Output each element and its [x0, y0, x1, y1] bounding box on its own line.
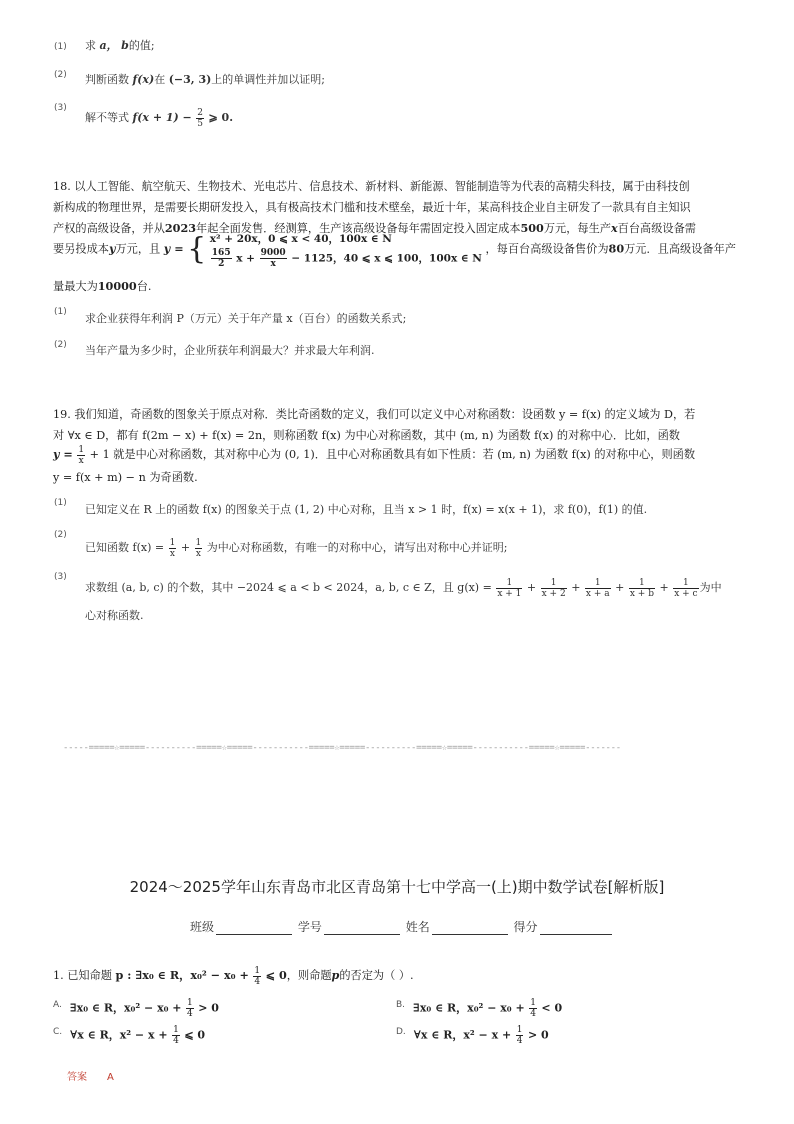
q17-part2-number: (2)	[54, 70, 67, 80]
q17-part3-text	[85, 104, 233, 132]
q19-part3-frac1-den: x + 1	[497, 588, 522, 599]
q1-option-a-den: 4	[187, 1009, 193, 1019]
q1-option-d-post: > 0	[527, 1028, 549, 1042]
q1-option-c-frac	[172, 1025, 180, 1046]
q1-option-d-frac	[516, 1025, 524, 1046]
q19-part3-frac5-den: x + c	[674, 588, 698, 599]
q17-part1-var-b: b	[121, 39, 129, 52]
q18-piece2-tail: − 1125，40 ⩽ x ⩽ 100，100x ∈ N	[291, 252, 482, 265]
q18-piece2-n1: 165	[211, 248, 231, 258]
q19-part2-frac2-den: x	[195, 548, 201, 559]
q19-part3-frac5	[673, 578, 698, 599]
q19-part2-plus: +	[180, 541, 191, 554]
q19-part2-frac1	[169, 538, 177, 559]
q17-part1-var-a: a，	[99, 39, 118, 52]
q1-option-d-pre: ∀x ∈ R，x² − x +	[413, 1028, 512, 1042]
q17-part3-lead: 解不等式	[85, 111, 129, 124]
q18-left-brace: {	[187, 231, 207, 267]
q19-line3-frac-den: x	[78, 455, 84, 466]
name-field[interactable]	[432, 922, 508, 935]
q1-option-c-num: 1	[173, 1025, 179, 1035]
q19-part3-frac4-num: 1	[629, 578, 655, 589]
q18-part2-text: 当年产量为多少时，企业所获年利润最大？并求最大年利润.	[85, 344, 375, 357]
q1-prop-tail: ⩽ 0	[265, 968, 287, 982]
q17-part2-lead: 判断函数	[85, 73, 129, 86]
q18-line5	[53, 276, 151, 297]
q19-part2-frac2	[195, 538, 203, 559]
q1-option-a-num: 1	[187, 998, 193, 1008]
q1-option-a-frac	[186, 998, 194, 1019]
q17-part1-lead: 求	[85, 39, 96, 52]
class-label: 班级	[190, 920, 215, 934]
q19-part3-frac3-den: x + a	[585, 588, 610, 599]
q19-part2-text	[85, 534, 507, 562]
q19-part3-frac2-den: x + 2	[541, 588, 566, 599]
q19-part2-tail: 为中心对称函数，有唯一的对称中心，请写出对称中心并证明;	[206, 541, 508, 554]
q1-frac-num: 1	[254, 965, 261, 976]
q18-piece2-frac1	[211, 248, 232, 269]
q19-part2-frac1-den: x	[169, 548, 175, 559]
class-field[interactable]	[216, 922, 292, 935]
q18-year: 2023	[164, 221, 197, 235]
q17-part1-text	[85, 38, 155, 54]
q1-option-a[interactable]	[53, 998, 219, 1019]
q18-piece2	[210, 248, 482, 269]
q19-line3-y: y =	[53, 447, 73, 461]
q18-piece2-d1: 2	[218, 259, 225, 269]
q18-var-y: y	[108, 241, 116, 256]
q18-line5b: 台.	[136, 280, 152, 293]
number-field[interactable]	[324, 922, 400, 935]
section-divider: -----=====☆=====----------=====☆=====-----------=====☆=====----------=====☆=====-----------=====☆=====-------	[63, 743, 621, 753]
q17-part3-tail: ⩾ 0.	[208, 111, 234, 124]
q19-part1-text: 已知定义在 R 上的函数 f(x) 的图象关于点 (1, 2) 中心对称，且当 x > 1 时，f(x) = x(x + 1)，求 f(0)，f(1) 的值.	[85, 503, 648, 516]
q17-part2-interval: (−3, 3)	[168, 73, 212, 86]
q18-max: 10000	[97, 279, 137, 293]
q1-option-d-den: 4	[516, 1036, 523, 1046]
q17-part1-number: (1)	[54, 42, 67, 52]
student-info-line	[190, 918, 614, 935]
q18-y-equals: y =	[163, 241, 184, 256]
q19-line3-tail: + 1 就是中心对称函数，其对称中心为 (0, 1)．且中心对称函数具有如下性质：若 (m, n) 为函数 f(x) 的对称中心，则函数	[89, 448, 696, 461]
q19-line1: 19. 我们知道，奇函数的图象关于原点对称．类比奇函数的定义，我们可以定义中心对称函数：设函数 y = f(x) 的定义域为 D，若	[53, 408, 696, 421]
q19-part3-frac4	[629, 578, 655, 599]
q1-stem	[53, 962, 414, 989]
q18-cost: 500	[520, 221, 544, 235]
q19-part3-frac3	[585, 578, 611, 599]
q1-option-c[interactable]	[53, 1025, 205, 1046]
q18-line3d: 百台高级设备需	[617, 222, 696, 235]
q18-line1: 18. 以人工智能、航空航天、生物技术、光电芯片、信息技术、新材料、新能源、智能制造等为代表的高精尖科技，属于由科技创	[53, 180, 690, 193]
q17-part2-zai: 在	[154, 73, 166, 86]
answer-label: 答案	[67, 1072, 87, 1083]
q1-option-a-pre: ∃x₀ ∈ R，x₀² − x₀ +	[69, 1001, 182, 1015]
q19-part3-frac5-num: 1	[673, 578, 698, 589]
q18-piecewise-line	[53, 230, 753, 269]
q18-piecewise	[210, 230, 482, 269]
q19-line3-frac	[77, 445, 85, 466]
q1-proposition: p : ∃x₀ ∈ R，x₀² − x₀ +	[115, 968, 249, 982]
q1-lead: 1. 已知命题	[53, 969, 112, 982]
q18-line3b: 年起全面发售．经测算，生产该高级设备每年需固定投入固定成本	[196, 222, 521, 235]
answer-line	[67, 1068, 114, 1083]
q18-line4c: ，每百台高级设备售价为	[485, 242, 609, 256]
name-label: 姓名	[405, 920, 430, 934]
q1-option-d-label: D.	[396, 1026, 406, 1037]
q17-part2-fx: f(x)	[132, 73, 155, 86]
q17-part2-tail: 上的单调性并加以证明;	[211, 73, 326, 86]
q18-part2-number: (2)	[54, 340, 67, 350]
q18-price: 80	[608, 241, 625, 256]
q19-part3-frac4-den: x + b	[629, 588, 654, 599]
q19-part3-frac2	[541, 578, 567, 599]
q17-part3-frac-den: 5	[197, 118, 204, 129]
q19-stem	[53, 404, 753, 446]
q19-line4: y = f(x + m) − n 为奇函数.	[53, 471, 198, 484]
q19-part3-frac1	[496, 578, 522, 599]
q1-p: p	[331, 968, 340, 982]
q18-piece2-d2: x	[270, 259, 276, 269]
q1-mid: ，则命题	[286, 969, 332, 982]
q19-part2-number: (2)	[54, 530, 67, 540]
q1-option-c-den: 4	[173, 1036, 179, 1046]
q18-part1-number: (1)	[54, 307, 67, 317]
q1-option-c-post: ⩽ 0	[184, 1028, 206, 1042]
q19-part2-frac1-num: 1	[169, 537, 176, 548]
q1-option-b-label: B.	[396, 999, 406, 1010]
q19-part3-tail: 为中	[699, 581, 722, 594]
q17-part3-expr: f(x + 1) −	[132, 111, 192, 124]
q1-tail: 的否定为（ ）.	[339, 969, 414, 982]
q1-option-b-post: < 0	[541, 1001, 563, 1015]
q1-option-b-num: 1	[530, 998, 536, 1008]
q17-part3-fraction	[196, 108, 204, 129]
score-label: 得分	[513, 920, 538, 934]
q1-option-d[interactable]	[396, 1025, 549, 1046]
q1-option-c-pre: ∀x ∈ R，x² − x +	[70, 1028, 168, 1042]
q18-piece2-frac2	[260, 248, 287, 269]
q18-piece1: x² + 20x，0 ⩽ x < 40，100x ∈ N	[209, 233, 392, 245]
q17-part3-frac-num: 2	[197, 107, 204, 118]
q1-option-a-label: A.	[53, 999, 62, 1010]
q18-line3a: 产权的高级设备，并从	[53, 222, 165, 235]
number-label: 学号	[297, 920, 322, 934]
q18-line3c: 万元，每生产	[543, 222, 611, 235]
q1-frac	[253, 966, 261, 987]
q19-line3	[53, 442, 753, 467]
q1-option-d-num: 1	[516, 1025, 523, 1035]
score-field[interactable]	[540, 922, 612, 935]
q17-part2-text	[85, 72, 325, 88]
q17-part3-number: (3)	[54, 103, 67, 113]
q19-part3-frac1-num: 1	[496, 578, 522, 589]
q19-part3-text: 求数组 (a, b, c) 的个数，其中 −2024 ⩽ a < b < 2024，a, b, c ∈ Z，且 g(x) = $\frac{1}{x + 1}$ + $\frac{1}{x + 2}$ + $\frac{1}{x + a}$ + $\frac{1}{x + b}$ + $\frac{1}{x + c}$ 为中 心对称函数.	[85, 574, 745, 630]
q19-part3-tail2: 心对称函数.	[85, 609, 144, 622]
answer-value: A	[107, 1072, 114, 1083]
q18-piece2-n2: 9000	[260, 248, 286, 258]
q1-option-b[interactable]	[396, 998, 562, 1019]
q18-line4b: 万元，且	[115, 242, 161, 256]
q19-part3-frac3-num: 1	[585, 578, 611, 589]
q1-option-b-den: 4	[530, 1009, 536, 1019]
q1-option-a-post: > 0	[198, 1001, 219, 1015]
q17-part1-tail: 的值;	[128, 39, 155, 52]
q18-line4a: 要另投成本	[53, 242, 109, 256]
q18-piece2-mid: x +	[236, 252, 255, 265]
q18-line2: 新构成的物理世界，是需要长期研发投入，具有极高技术门槛和技术壁垒，最近十年，某高科技企业自主研发了一款具有自主知识	[53, 201, 691, 214]
q19-part3-lead: 求数组 (a, b, c) 的个数，其中 −2024 ⩽ a < b < 2024，a, b, c ∈ Z，且 g(x) =	[85, 581, 492, 594]
q19-part3-number: (3)	[54, 572, 67, 582]
q18-var-x: x	[610, 221, 618, 235]
q19-part1-number: (1)	[54, 498, 67, 508]
q1-option-c-label: C.	[53, 1026, 63, 1037]
q18-part1-text: 求企业获得年利润 P（万元）关于年产量 x（百台）的函数关系式;	[85, 312, 407, 325]
q1-frac-den: 4	[254, 976, 261, 987]
q1-option-b-frac	[529, 998, 537, 1019]
q19-part2-lead: 已知函数 f(x) =	[85, 541, 165, 554]
exam-title: 2024～2025学年山东青岛市北区青岛第十七中学高一(上)期中数学试卷[解析版]	[129, 878, 665, 896]
q19-line3-frac-num: 1	[78, 444, 85, 455]
q19-line2: 对 ∀x ∈ D，都有 f(2m − x) + f(x) = 2n，则称函数 f(x) 为中心对称函数，其中 (m, n) 为函数 f(x) 的对称中心．比如，函数	[53, 429, 680, 442]
q19-part2-frac2-num: 1	[195, 537, 202, 548]
q19-part3-frac2-num: 1	[541, 578, 567, 589]
q18-line4d: 万元．且高级设备年产	[624, 242, 736, 256]
q18-line5a: 量最大为	[53, 280, 98, 293]
q1-option-b-pre: ∃x₀ ∈ R，x₀² − x₀ +	[413, 1001, 525, 1015]
